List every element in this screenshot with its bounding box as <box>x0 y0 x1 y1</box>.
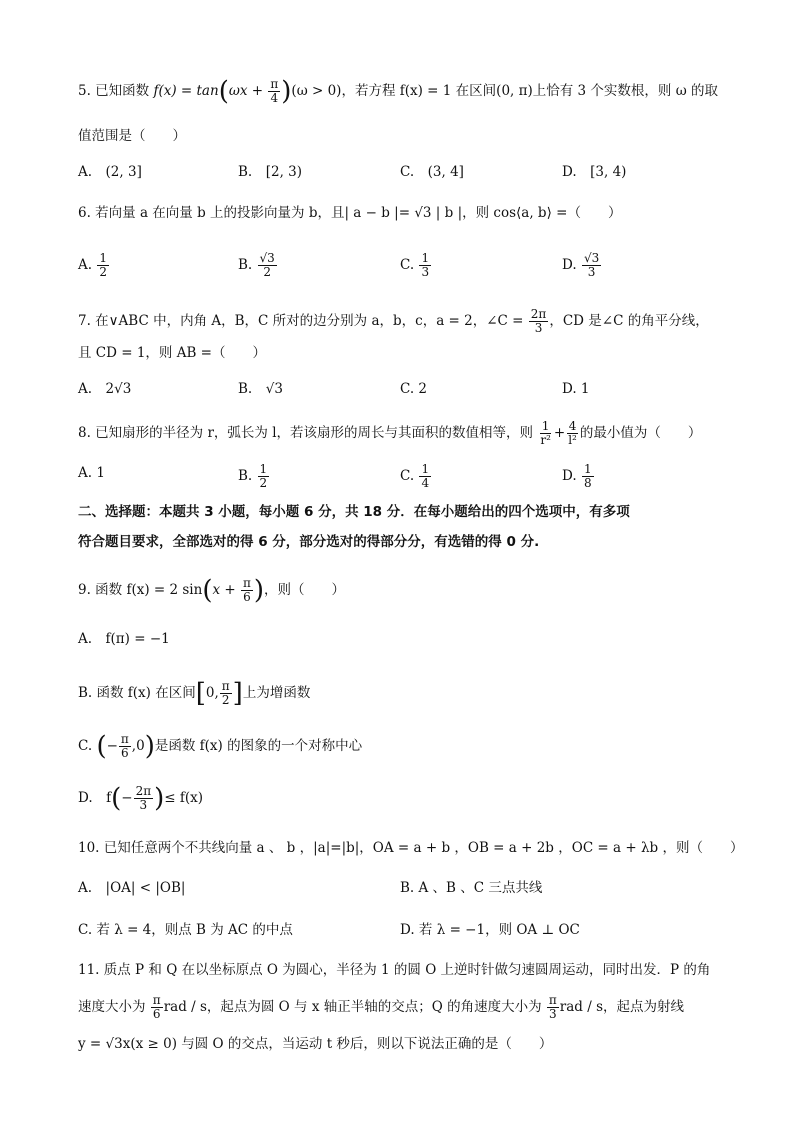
q6-option-a: A. $\frac{1}{2}$ <box>78 251 107 279</box>
q8-option-d: D. $\frac{1}{8}$ <box>562 462 592 490</box>
q5-interval: (0, π) <box>496 83 533 99</box>
q10-option-b: B. A 、B 、C 三点共线 <box>400 880 543 896</box>
q6-stem: 6. 若向量 a 在向量 b 上的投影向量为 b，且| a − b |= √3 | b |，则 cos⟨a, b⟩ =（ ） <box>78 205 622 221</box>
q7-stem-line2: 且 CD = 1，则 AB =（ ） <box>78 345 266 361</box>
q5-option-b: B. [2, 3) <box>238 164 303 180</box>
q10-option-d: D. 若 λ = −1，则 OA ⊥ OC <box>400 922 580 938</box>
q10-stem: 10. 已知任意两个不共线向量 a 、 b ，|a|=|b|，OA = a + b ，OB = a + 2b ，OC = a + λb ，则（ ） <box>78 840 744 856</box>
q8-option-b: B. $\frac{1}{2}$ <box>238 462 268 490</box>
q11-line3: y = √3x(x ≥ 0) 与圆 O 的交点，当运动 t 秒后，则以下说法正确的是（ ） <box>78 1036 553 1052</box>
q5-condition: (ω > 0) <box>291 83 342 99</box>
q7-option-a: A. 2√3 <box>78 381 132 397</box>
q5-option-a: A. (2, 3] <box>78 164 142 180</box>
q5-paren-right: ) <box>281 76 292 107</box>
q6-option-c: C. $\frac{1}{3}$ <box>400 251 430 279</box>
q8-option-c: C. $\frac{1}{4}$ <box>400 462 430 490</box>
q11-line1: 11. 质点 P 和 Q 在以坐标原点 O 为圆心，半径为 1 的圆 O 上逆时针做匀速圆周运动，同时出发．P 的角 <box>78 962 711 978</box>
q7-option-d: D. 1 <box>562 381 590 397</box>
q7-stem-line1: 7. 在∨ABC 中，内角 A，B，C 所对的边分别为 a，b，c，a = 2，∠C = $\frac{2\pi}{3}$ ，CD 是∠C 的角平分线， <box>78 307 709 335</box>
q5-option-d: D. [3, 4) <box>562 164 627 180</box>
q7-option-b: B. √3 <box>238 381 283 397</box>
q5-option-c: C. (3, 4] <box>400 164 464 180</box>
q10-option-a: A. |OA| < |OB| <box>78 880 186 896</box>
section2-heading-line1: 二、选择题：本题共 3 小题，每小题 6 分，共 18 分．在每小题给出的四个选项中，有多项 <box>78 504 630 520</box>
q7-option-c: C. 2 <box>400 381 428 397</box>
q5-stem-text: 5. 已知函数 <box>78 83 150 99</box>
q5-function: f(x) = tan <box>153 83 219 99</box>
q6-option-b: B. $\frac{√3}{2}$ <box>238 251 275 279</box>
q5-stem-text-c: 上恰有 3 个实数根，则 ω 的取 <box>532 83 719 99</box>
q11-line2: 速度大小为 $\frac{\pi}{6}$ rad / s，起点为圆 O 与 x 轴正半轴的交点；Q 的角速度大小为 $\frac{\pi}{3}$ rad / s，起点为射线 <box>78 993 684 1021</box>
q8-stem: 8. 已知扇形的半径为 r，弧长为 l，若该扇形的周长与其面积的数值相等，则 $\frac{1}{\text{r²}}$ + $\frac{4}{\text{l²}}$ 的最小值为（ ） <box>78 419 702 447</box>
q9-stem: 9. 函数 f(x) = 2 sin(x + $\frac{\pi}{6}$ )，则（ ） <box>78 575 346 606</box>
q5-arg: ωx + <box>228 83 264 99</box>
q9-option-a: A. f(π) = −1 <box>78 631 170 647</box>
q9-option-d: D. f(− $\frac{2\pi}{3}$ )≤ f(x) <box>78 783 204 814</box>
q5-stem-text-b: ，若方程 f(x) = 1 在区间 <box>341 83 497 99</box>
q9-option-b: B. 函数 f(x) 在区间[0, $\frac{\pi}{2}$ ]上为增函数 <box>78 678 311 709</box>
q5-stem-line2: 值范围是（ ） <box>78 128 186 144</box>
q5-frac: $\frac{\pi}{4}$ <box>270 77 279 105</box>
q6-option-d: D. $\frac{√3}{3}$ <box>562 251 600 279</box>
q5-stem-line1 <box>78 78 718 105</box>
section2-heading-line2: 符合题目要求，全部选对的得 6 分，部分选对的得部分分，有选错的得 0 分. <box>78 534 540 550</box>
q10-option-c: C. 若 λ = 4，则点 B 为 AC 的中点 <box>78 922 293 938</box>
q8-option-a: A. 1 <box>78 465 105 481</box>
q9-option-c: C. (− $\frac{\pi}{6}$ ,0)是函数 f(x) 的图象的一个对称中心 <box>78 731 363 762</box>
q5-paren-left: ( <box>218 76 229 107</box>
